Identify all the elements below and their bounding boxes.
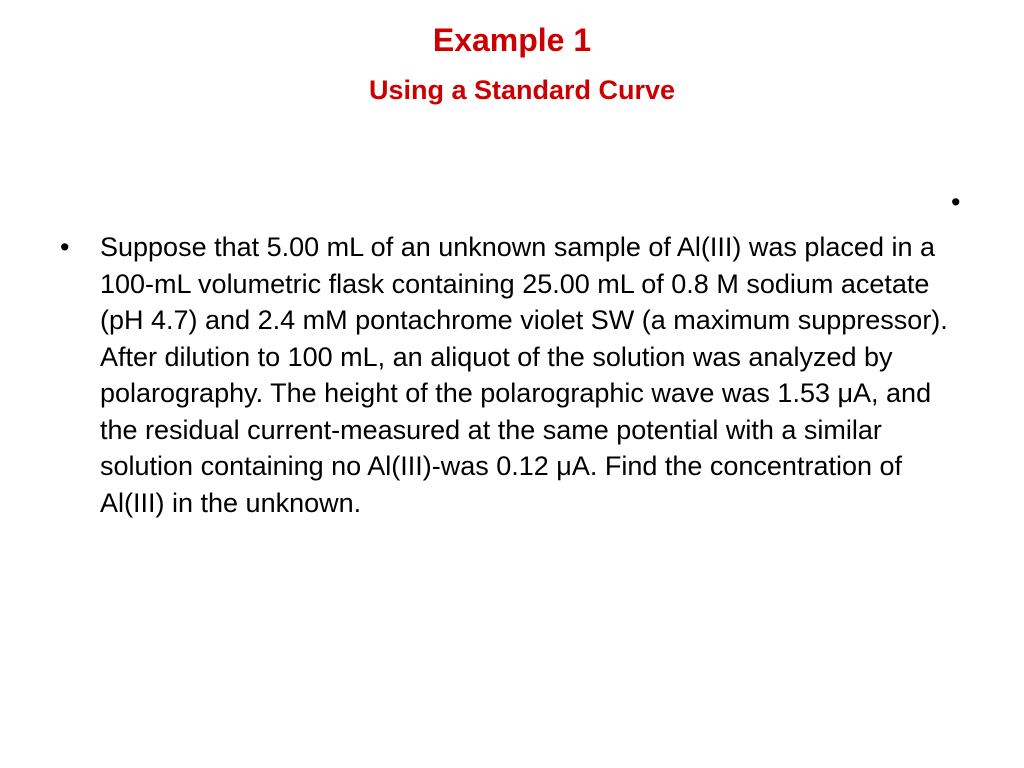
bullet-marker: • xyxy=(60,232,70,262)
problem-statement: Suppose that 5.00 mL of an unknown sample of Al(III) was placed in a 100-mL volumetric flask containing 25.00 mL of 0.8 M sodium acetate (pH 4.7) and 2.4 mM pontachrome violet SW (a maximum suppressor). After dilution to 100 mL, an aliquot of the solution was analyzed by polarography. The height of the polarographic wave was 1.53 μA, and the residual current-measured at the same potential with a similar solution containing no Al(III)-was 0.12 μA. Find the concentration of Al(III) in the unknown. xyxy=(100,232,948,518)
slide-title: Example 1 xyxy=(432,22,592,58)
bullet-item xyxy=(58,229,958,521)
bullet-list xyxy=(58,229,958,521)
empty-bullet: • xyxy=(951,187,961,217)
slide-subtitle: Using a Standard Curve xyxy=(368,75,676,105)
